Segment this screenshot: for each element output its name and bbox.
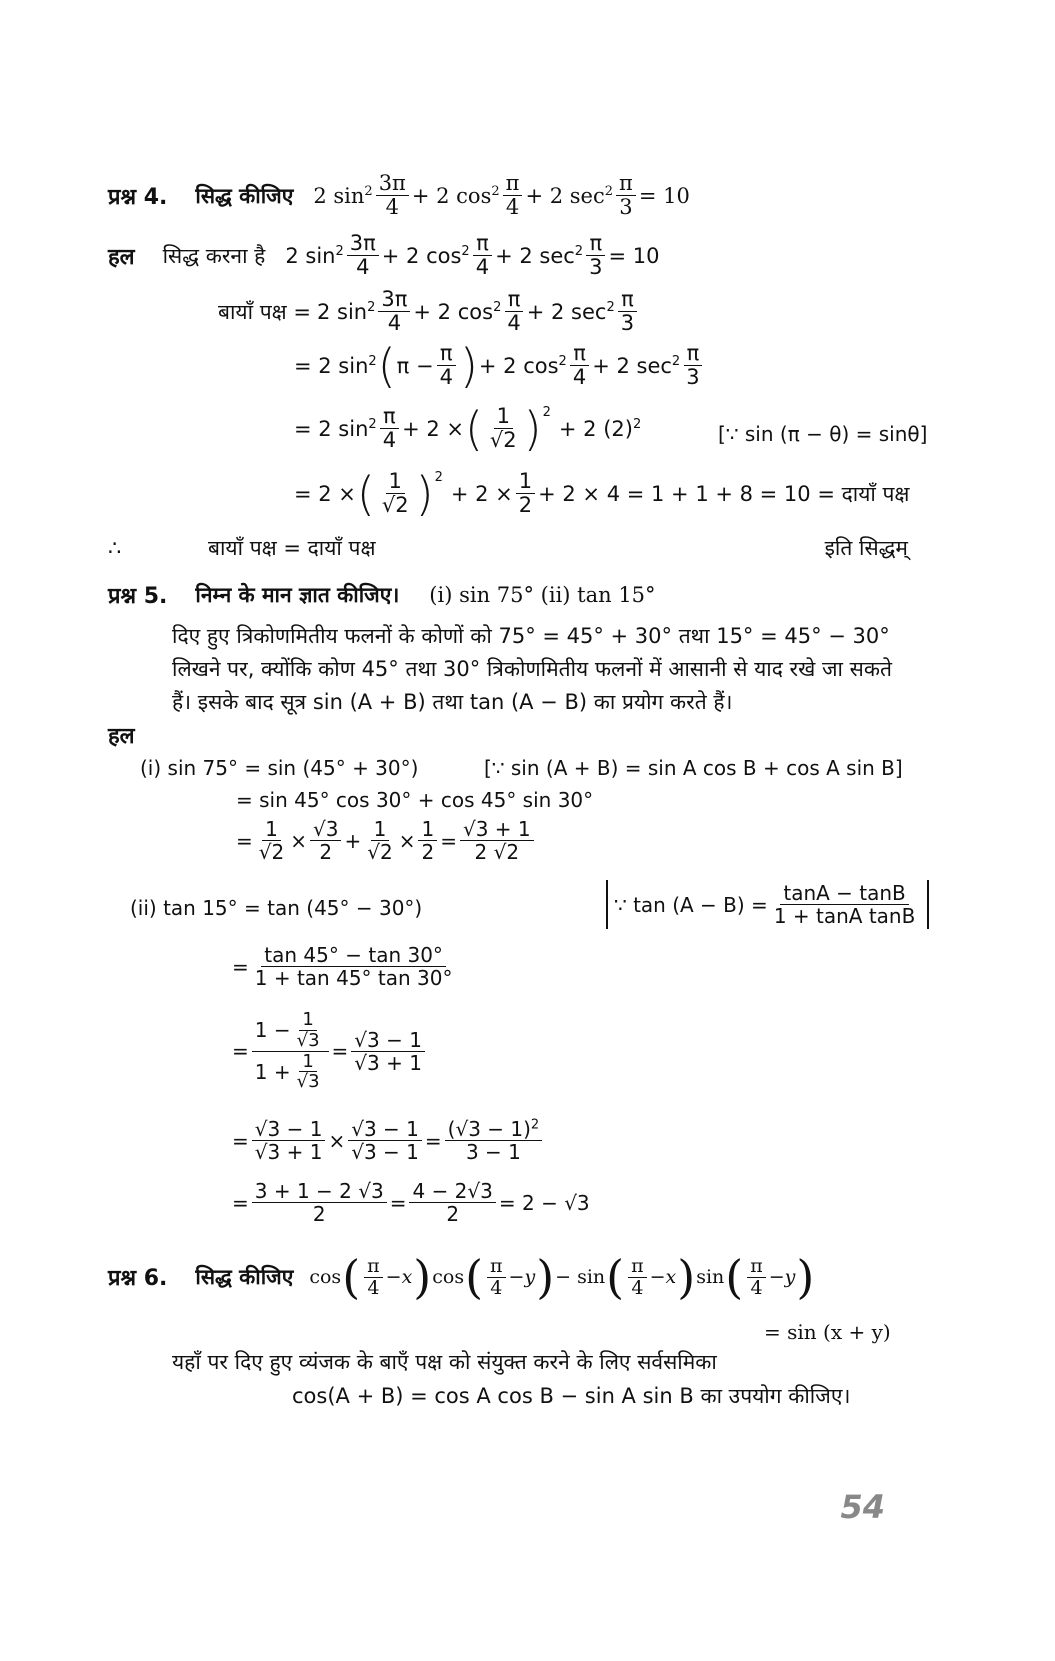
q5-ii-line1: (ii) tan 15° = tan (45° − 30°) <box>130 896 423 920</box>
q5-ii-step1: = $\frac{\tan 45^\circ - \tan 30^\circ}{1 + \tan 45^\circ \tan 30^\circ}$ <box>232 944 458 989</box>
q4-step1: = 2 $\sin^2$ ( π − $\frac{\pi}{4}$ ) + 2 $\cos^2$ $\frac{\pi}{4}$ + 2 $\sec^2$ $\frac{\pi}{3}$ <box>294 342 706 389</box>
q5-ii-step2: = 1 − $\frac{1}{√3}$ 1 + $\frac{1}{√3}$ = $\frac{√3 - 1}{√3 + 1}$ <box>232 1010 428 1092</box>
q5-ii-reason <box>606 880 929 929</box>
q5-i-line1: (i) sin 75° = sin (45° + 30°) <box>140 756 419 780</box>
q4-prompt: सिद्ध कीजिए <box>195 183 294 208</box>
q4-reason: [∵ sin (π − θ) = sinθ] <box>718 422 928 446</box>
q6-hint1: यहाँ पर दिए हुए व्यंजक के बाएँ पक्ष को संयुक्त करने के लिए सर्वसमिका <box>172 1350 717 1374</box>
q5-parts: (i) sin 75° (ii) tan 15° <box>429 583 656 607</box>
q5-heading: प्रश्न 5. <box>108 584 168 609</box>
q5-ii-den1: 1 + tan 45° tan 30° <box>254 966 453 990</box>
q5-ii-step3: = $\frac{√3 - 1}{√3 + 1}$ × $\frac{√3 - 1}{√3 - 1}$ = $\frac{(√3 - 1)^2}{3 - 1}$ <box>232 1118 545 1163</box>
q4-solution-label: हल <box>108 244 135 270</box>
q5-ii-num1: tan 45° − tan 30° <box>261 944 446 967</box>
q4-lhs: बायाँ पक्ष = 2 $\sin^2$ $\frac{3\pi}{4}$ + 2 $\cos^2$ $\frac{\pi}{4}$ + 2 $\sec^2$ $\frac{\pi}{3}$ <box>218 288 640 335</box>
q5-i-line2: = sin 45° cos 30° + cos 45° sin 30° <box>236 788 594 812</box>
q4-statement: प्रश्न 4. सिद्ध कीजिए 2 $\sin^2$ $\frac{3\pi}{4}$ + 2 $\cos^2$ $\frac{\pi}{4}$ + 2 $\sec^2$ $\frac{\pi}{3}$ = 10 <box>108 171 690 220</box>
q5-solution-label: हल <box>108 724 135 749</box>
q5-ii-reason-num: tanA − tanB <box>780 882 908 905</box>
q4-lhs-label: बायाँ पक्ष = <box>218 299 311 324</box>
q5-ii-result: = 2 − √3 <box>498 1190 590 1215</box>
q6-statement: प्रश्न 6. सिद्ध कीजिए cos ( $\frac{\pi}{4}$ − x ) cos ( $\frac{\pi}{4}$ − y ) − sin ( $\frac{\pi}{4}$ − x ) sin ( $\frac{\pi}{4}$ − y ) <box>108 1250 815 1304</box>
q5-ii-step4: = $\frac{3 + 1 - 2 √3}{2}$ = $\frac{4 - 2√3}{2}$ = 2 − √3 <box>232 1179 590 1226</box>
q6-rhs: = sin (x + y) <box>764 1320 891 1344</box>
q4-step2: = 2 $\sin^2$ $\frac{\pi}{4}$ + 2 × ( $\frac{1}{√2}$ ) $^2$ + 2 $(2)^2$ <box>294 401 642 456</box>
q4-conclusion <box>108 534 908 562</box>
q4-to-prove-label: सिद्ध करना है <box>162 243 266 268</box>
q5-ii-reason-den: 1 + tanA tanB <box>773 904 916 928</box>
q4-step3: = 2 × ( $\frac{1}{√2}$ ) $^2$ + 2 × $\frac{1}{2}$ + 2 × 4 = 1 + 1 + 8 = 10 = दायाँ पक्ष <box>294 466 910 521</box>
q5-statement <box>108 580 656 610</box>
q6-heading: प्रश्न 6. <box>108 1266 168 1291</box>
page-number: 54 <box>840 1488 885 1526</box>
q5-prompt: निम्न के मान ज्ञात कीजिए। <box>195 583 400 607</box>
q5-ii-reason-pre: ∵ tan (A − B) = <box>614 892 768 917</box>
q4-final-line: + 2 × 4 = 1 + 1 + 8 = 10 = दायाँ पक्ष <box>538 481 910 506</box>
q5-hint: दिए हुए त्रिकोणमितीय फलनों के कोणों को 75° = 45° + 30° तथा 15° = 45° − 30° लिखने पर, क्योंकि कोण 45° तथा 30° त्रिकोणमितीय फलनों में आसानी से याद रखे जा सकते हैं। इसके बाद सूत्र sin (A + B) तथा tan (A − B) का प्रयोग करते हैं। <box>172 624 892 714</box>
q5-i-reason: [∵ sin (A + B) = sin A cos B + cos A sin B] <box>484 756 903 780</box>
q4-conclusion-text: बायाँ पक्ष = दायाँ पक्ष <box>208 536 376 560</box>
q6-hint2: cos(A + B) = cos A cos B − sin A sin B का उपयोग कीजिए। <box>292 1384 851 1408</box>
q4-therefore: ∴ <box>108 536 122 560</box>
q4-proved: इति सिद्धम् <box>824 536 908 560</box>
q4-heading: प्रश्न 4. <box>108 184 168 210</box>
q4-to-prove: हल सिद्ध करना है 2 $\sin^2$ $\frac{3\pi}{4}$ + 2 $\cos^2$ $\frac{\pi}{4}$ + 2 $\sec^2$ $\frac{\pi}{3}$ = 10 <box>108 231 660 280</box>
q6-prompt: सिद्ध कीजिए <box>195 1265 294 1289</box>
q5-i-line3: = $\frac{1}{√2}$ × $\frac{√3}{2}$ + $\frac{1}{√2}$ × $\frac{1}{2}$ = $\frac{√3 + 1}{2 √2}$ <box>236 818 537 863</box>
